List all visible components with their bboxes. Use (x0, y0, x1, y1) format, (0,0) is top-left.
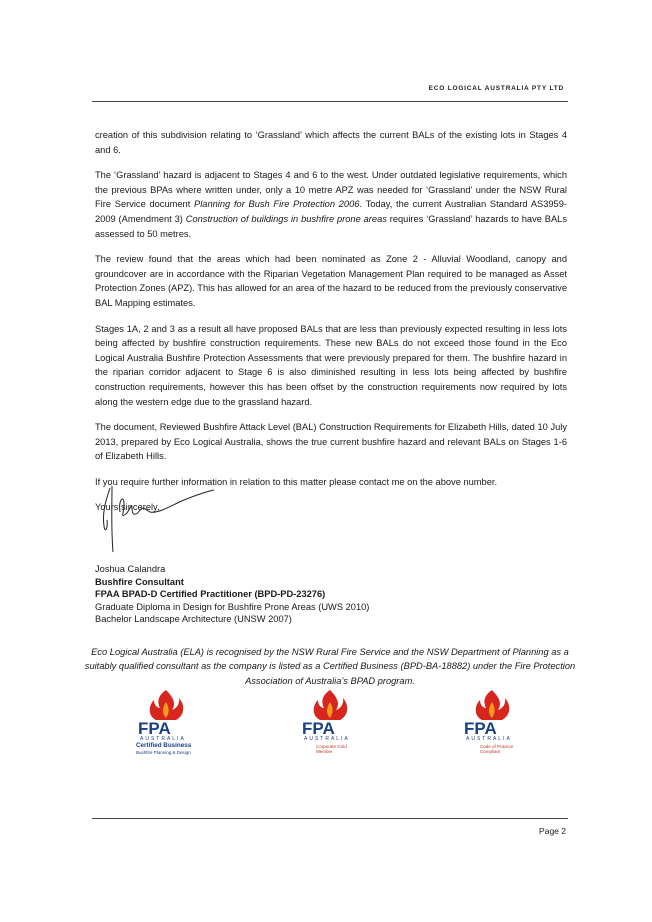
logo-wordmark: FPA (138, 719, 171, 738)
fpa-code-of-practice-logo (462, 688, 532, 760)
signatory-title: Bushfire Consultant (95, 576, 184, 587)
paragraph-3: The review found that the areas which had been nominated as Zone 2 - Alluvial Woodland, canopy and groundcover are in accordance with the Riparian Vegetation Management Plan required to be managed as Asset Protection Zones (APZ). This has allowed for an area of the hazard to be reduced from the previously conservative BAL Mapping estimates. (95, 254, 567, 308)
company-header: ECO LOGICAL AUSTRALIA PTY LTD (428, 85, 564, 92)
signatory-qualification-1: Graduate Diploma in Design for Bushfire Prone Areas (UWS 2010) (95, 601, 370, 612)
paragraph-2 (95, 168, 567, 241)
fpa-corporate-gold-logo (300, 688, 370, 760)
logo-caption-1: Code of Practice (480, 744, 514, 749)
paragraph-5: The document, Reviewed Bushfire Attack Level (BAL) Construction Requirements for Elizabeth Hills, dated 10 July 2013, prepared by Eco Logical Australia, shows the true current bushfire hazard and relevant BALs on Stages 1-6 of Elizabeth Hills. (95, 422, 567, 462)
paragraph-4: Stages 1A, 2 and 3 as a result all have proposed BALs that are less than previously expected resulting in less lots being affected by bushfire construction requirements. These new BALs do not exceed those found in the Eco Logical Australia Bushfire Protection Assessments that were previously prepared for them. The bushfire hazard in the riparian corridor adjacent to Stage 6 is also diminished resulting in less lots being affected by bushfire construction requirements, however this has been offset by the construction requirements now required by lots along the western edge due to the grassland hazard. (95, 323, 567, 407)
closing: Yours sincerely, (95, 502, 160, 513)
fpa-flame-logo-icon (136, 688, 196, 740)
footer-divider (92, 818, 568, 819)
signatory-certification: FPAA BPAD-D Certified Practitioner (BPD-PD-23276) (95, 589, 326, 599)
logo-caption-1: Corporate Gold (316, 744, 347, 749)
document-title-italic: Planning for Bush Fire Protection 2006 (194, 199, 360, 210)
signatory-qualification-2: Bachelor Landscape Architecture (UNSW 2007) (95, 614, 292, 624)
fpa-flame-logo-icon (300, 688, 360, 740)
header-divider (92, 101, 568, 102)
accreditation-statement: Eco Logical Australia (ELA) is recognised by the NSW Rural Fire Service and the NSW Department of Planning as a suitably qualified consultant as the company is listed as a Certified Business (BPD-BA-18882) under the Fire Protection Association of Australia’s BPAD program. (84, 647, 576, 686)
paragraph-2-text-a: The ‘Grassland’ hazard is adjacent to Stages 4 and 6 to the west. Under outdated legislative requirements, which the previous BPAs where written under, only a 10 metre APZ was needed for ‘Grassland’ under the NSW Rural Fire Service document (95, 170, 567, 210)
logo-caption-2: Compliant (480, 749, 501, 754)
handwritten-signature (98, 482, 228, 554)
paragraph-2-text-c: requires ‘Grassland’ hazards to have BALs assessed to 50 metres. (95, 213, 567, 239)
paragraph-6: If you require further information in relation to this matter please contact me on the above number. (95, 476, 498, 487)
logo-subtitle: AUSTRALIA (304, 736, 350, 740)
logo-caption-2: Bushfire Planning & Design (136, 750, 191, 755)
logo-subtitle: AUSTRALIA (466, 736, 512, 740)
page-number: Page 2 (539, 826, 566, 836)
logo-caption-1: Certified Business (136, 742, 192, 749)
logo-subtitle: AUSTRALIA (140, 736, 186, 740)
standard-title-italic: Construction of buildings in bushfire prone areas (185, 213, 387, 224)
paragraph-1: creation of this subdivision relating to ‘Grassland’ which affects the current BALs of the existing lots in Stages 4 and 6. (95, 130, 567, 155)
logo-wordmark: FPA (464, 719, 497, 738)
fpa-certified-business-logo (136, 688, 226, 758)
paragraph-2-text-b: . Today, the current Australian Standard AS3959-2009 (Amendment 3) (95, 199, 567, 224)
logo-caption-2: Member (316, 749, 333, 754)
signature-block (95, 563, 369, 626)
logo-wordmark: FPA (302, 719, 335, 738)
signatory-name: Joshua Calandra (95, 564, 166, 574)
fpa-flame-logo-icon (462, 688, 522, 740)
letter-body (95, 128, 567, 526)
